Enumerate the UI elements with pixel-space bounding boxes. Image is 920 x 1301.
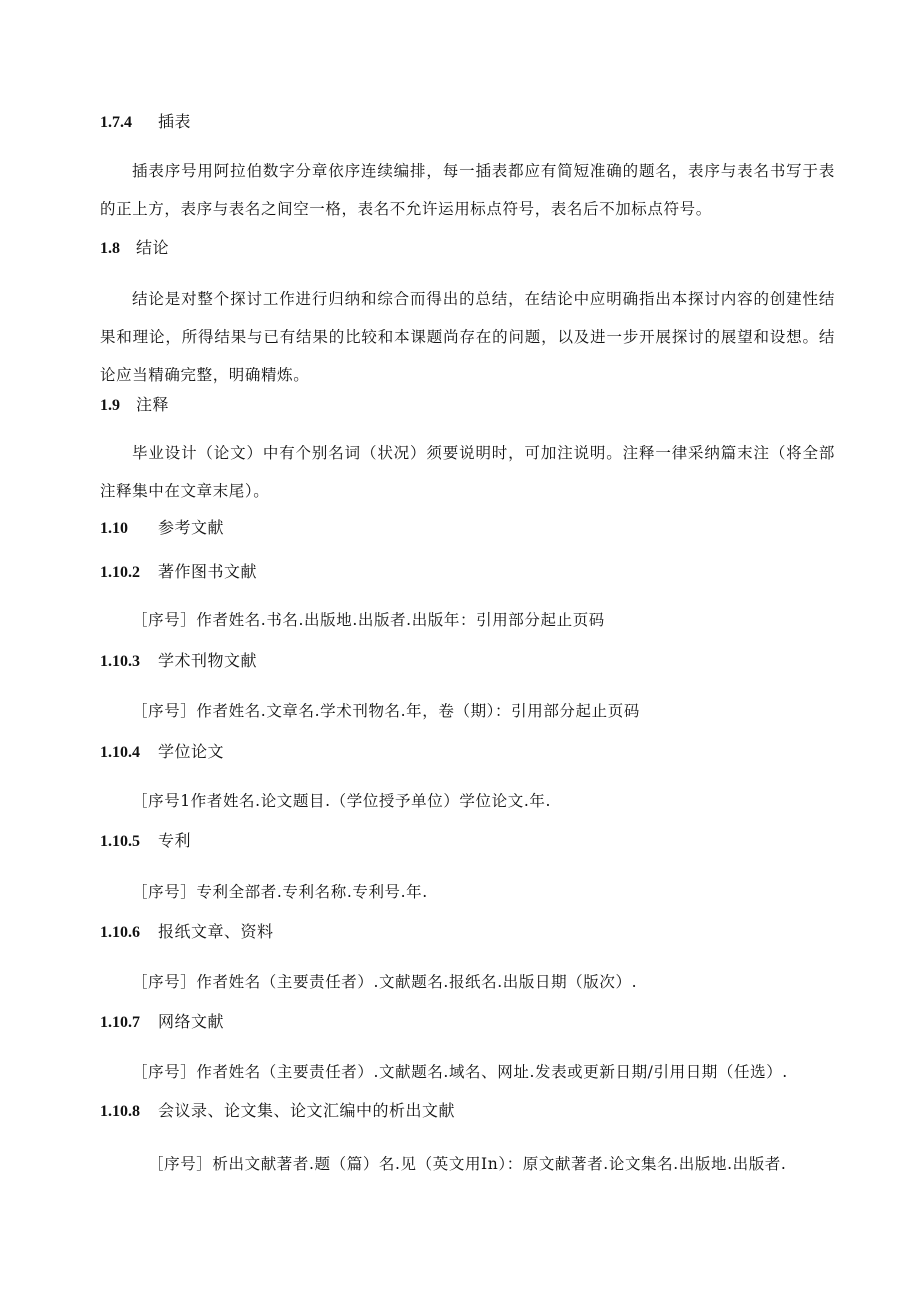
section-title: 参考文献 <box>158 518 225 537</box>
section-title: 学术刊物文献 <box>158 651 258 670</box>
body-paragraph: 插表序号用阿拉伯数字分章依序连续编排，每一插表都应有简短准确的题名，表序与表名书写于表的正上方，表序与表名之间空一格，表名不允许运用标点符号，表名后不加标点符号。 <box>100 162 835 218</box>
section-number: 1.10.7 <box>100 1014 140 1031</box>
section-number: 1.10.5 <box>100 833 140 850</box>
section-heading <box>100 921 274 944</box>
section-number: 1.10.8 <box>100 1103 140 1120</box>
section-heading <box>100 830 191 853</box>
reference-format: ［序号］专利全部者.专利名称.专利号.年. <box>132 883 428 901</box>
section-number: 1.9 <box>100 397 120 414</box>
section-number: 1.10.2 <box>100 564 140 581</box>
section-number: 1.10.4 <box>100 744 140 761</box>
reference-format: ［序号］作者姓名.书名.出版地.出版者.出版年：引用部分起止页码 <box>132 611 605 629</box>
reference-format: ［序号］作者姓名（主要责任者）.文献题名.域名、网址.发表或更新日期/引用日期（任选）. <box>132 1063 788 1081</box>
body-paragraph: 毕业设计（论文）中有个别名词（状况）须要说明时，可加注说明。注释一律采纳篇末注（将全部注释集中在文章末尾）。 <box>100 444 835 500</box>
section-heading <box>100 111 191 134</box>
section-heading <box>100 650 257 673</box>
section-title: 报纸文章、资料 <box>158 922 274 941</box>
section-heading <box>100 741 224 764</box>
reference-format: ［序号］作者姓名.文章名.学术刊物名.年，卷（期）：引用部分起止页码 <box>132 702 640 720</box>
section-title: 学位论文 <box>158 742 225 761</box>
section-heading <box>100 394 169 417</box>
section-heading <box>100 517 224 540</box>
section-title: 会议录、论文集、论文汇编中的析出文献 <box>158 1101 456 1120</box>
section-heading <box>100 1100 455 1123</box>
section-heading <box>100 561 257 584</box>
section-number: 1.10 <box>100 520 128 537</box>
section-number: 1.7.4 <box>100 114 132 131</box>
section-number: 1.10.3 <box>100 653 140 670</box>
reference-format: ［序号］作者姓名（主要责任者）.文献题名.报纸名.出版日期（版次）. <box>132 973 638 991</box>
section-title: 插表 <box>158 112 192 131</box>
section-number: 1.8 <box>100 240 120 257</box>
section-title: 注释 <box>136 395 170 414</box>
section-title: 结论 <box>136 238 170 257</box>
section-heading <box>100 237 169 260</box>
section-title: 著作图书文献 <box>158 562 258 581</box>
reference-format: ［序号］析出文献著者.题（篇）名.见（英文用In）：原文献著者.论文集名.出版地.出版者. <box>148 1155 787 1173</box>
section-title: 专利 <box>158 831 192 850</box>
body-paragraph: 结论是对整个探讨工作进行归纳和综合而得出的总结，在结论中应明确指出本探讨内容的创建性结果和理论，所得结果与已有结果的比较和本课题尚存在的问题，以及进一步开展探讨的展望和设想。结论应当精确完整，明确精炼。 <box>100 290 835 384</box>
section-heading <box>100 1011 224 1034</box>
reference-format: ［序号1作者姓名.论文题目.（学位授予单位）学位论文.年. <box>132 792 551 810</box>
section-title: 网络文献 <box>158 1012 225 1031</box>
section-number: 1.10.6 <box>100 924 140 941</box>
